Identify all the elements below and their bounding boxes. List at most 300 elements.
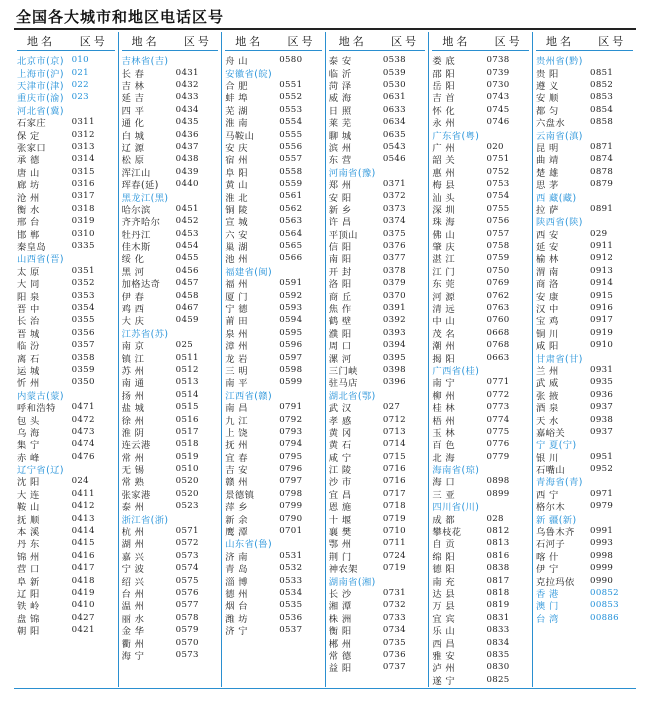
place-name: 宁 夏(宁) (535, 440, 577, 452)
area-code: 024 (71, 476, 89, 487)
table-row (225, 203, 322, 215)
area-code: 0663 (486, 352, 510, 363)
table-row (122, 488, 219, 500)
table-row (432, 252, 529, 264)
table-row (122, 624, 219, 636)
table-row (329, 488, 426, 500)
area-code: 0436 (175, 129, 199, 140)
area-code: 0831 (486, 612, 510, 623)
table-row (329, 624, 426, 636)
area-code: 0716 (382, 464, 406, 475)
place-name: 漳 州 (225, 341, 248, 353)
province-heading (536, 128, 633, 140)
table-row (122, 438, 219, 450)
place-name: 盐 城 (121, 403, 145, 415)
place-name: 浙江省(浙) (121, 514, 169, 526)
table-row (122, 550, 219, 562)
place-name: 绥 化 (121, 254, 145, 266)
place-name: 聊 城 (328, 130, 352, 142)
place-name: 佳木斯 (121, 242, 151, 254)
area-code: 0472 (71, 414, 95, 425)
place-name: 珠 海 (432, 217, 456, 229)
place-name: 阜 阳 (225, 167, 248, 179)
table-row (536, 426, 633, 438)
place-name: 徐 州 (121, 415, 145, 427)
place-name: 泰 州 (121, 502, 145, 514)
area-code: 0432 (175, 79, 199, 90)
area-code: 0454 (175, 241, 199, 252)
table-row (17, 562, 115, 574)
place-name: 忻 州 (17, 378, 40, 390)
table-column (428, 32, 532, 687)
place-name: 都 匀 (535, 105, 559, 117)
area-code: 0537 (279, 625, 303, 636)
table-row (17, 166, 115, 178)
column-header (225, 32, 322, 51)
place-name: 湖北省(鄂) (328, 390, 376, 402)
place-name: 福 州 (225, 279, 248, 291)
column-header (432, 32, 529, 51)
province-heading (432, 463, 529, 475)
area-code: 0434 (175, 104, 199, 115)
place-name: 鸡 西 (121, 304, 145, 316)
column-header (329, 32, 426, 51)
table-row (432, 314, 529, 326)
area-code: 0414 (71, 526, 95, 537)
table-row (225, 574, 322, 586)
area-code: 0979 (590, 501, 614, 512)
area-code: 0566 (279, 253, 303, 264)
place-name: 池 州 (225, 254, 248, 266)
table-row (536, 500, 633, 512)
place-name: 佛 山 (432, 229, 456, 241)
place-name: 克拉玛依 (535, 576, 575, 588)
area-code: 0373 (382, 203, 406, 214)
table-row (17, 215, 115, 227)
area-code: 0554 (279, 117, 303, 128)
area-code: 0998 (590, 550, 614, 561)
table-row (432, 426, 529, 438)
table-row (432, 178, 529, 190)
area-code: 0774 (486, 414, 510, 425)
place-name: 自 贡 (432, 539, 456, 551)
place-name: 衢 州 (121, 638, 145, 650)
table-row (329, 376, 426, 388)
place-name: 珲春(延) (121, 180, 159, 192)
place-name: 遂 宁 (432, 675, 456, 687)
table-row (225, 512, 322, 524)
place-name: 河北省(冀) (17, 105, 64, 117)
place-name: 吉林省(吉) (121, 56, 169, 68)
area-code: 0762 (486, 290, 510, 301)
table-row (432, 215, 529, 227)
area-code: 0878 (590, 166, 614, 177)
place-name: 山西省(晋) (17, 254, 64, 266)
place-name: 西 藏(藏) (535, 192, 577, 204)
header-name-label: 地名 (338, 35, 367, 48)
place-name: 山东省(鲁) (225, 539, 273, 551)
place-name: 昆 明 (535, 142, 559, 154)
area-code: 0768 (486, 340, 510, 351)
table-row (225, 364, 322, 376)
table-row (432, 413, 529, 425)
table-row (17, 401, 115, 413)
area-code: 0355 (71, 315, 95, 326)
area-code: 0919 (590, 327, 614, 338)
area-code: 0372 (382, 191, 406, 202)
province-heading (225, 66, 322, 78)
place-name: 济 宁 (225, 626, 248, 638)
area-code: 0356 (71, 327, 95, 338)
place-name: 淄 博 (225, 576, 248, 588)
area-code: 0574 (175, 563, 199, 574)
table-row (122, 587, 219, 599)
area-code: 0718 (382, 501, 406, 512)
place-name: 梅 县 (432, 180, 456, 192)
area-code: 0739 (486, 67, 510, 78)
area-code: 0752 (486, 166, 510, 177)
table-row (122, 91, 219, 103)
place-name: 汉 中 (535, 304, 559, 316)
table-row (122, 302, 219, 314)
place-name: 辽 源 (121, 142, 145, 154)
table-row (329, 599, 426, 611)
table-row (536, 141, 633, 153)
area-code: 0534 (279, 587, 303, 598)
table-row (122, 364, 219, 376)
table-row (17, 475, 115, 487)
table-row (122, 475, 219, 487)
area-code: 0564 (279, 228, 303, 239)
place-name: 澳 门 (535, 601, 559, 613)
place-name: 温 州 (121, 601, 145, 613)
place-name: 本 溪 (17, 527, 40, 539)
table-row (329, 66, 426, 78)
area-code: 0819 (486, 600, 510, 611)
area-code: 0776 (486, 439, 510, 450)
place-name: 安 阳 (328, 192, 352, 204)
place-name: 潮 州 (432, 341, 456, 353)
table-row (432, 327, 529, 339)
table-row (122, 289, 219, 301)
place-name: 周 口 (328, 341, 352, 353)
area-code: 0891 (590, 203, 614, 214)
area-code: 0440 (175, 179, 199, 190)
table-row (432, 339, 529, 351)
area-code: 0791 (279, 402, 303, 413)
table-row (225, 327, 322, 339)
table-row (536, 401, 633, 413)
table-row (122, 562, 219, 574)
table-row (329, 525, 426, 537)
table-row (329, 128, 426, 140)
area-code: 0476 (71, 451, 95, 462)
table-row (17, 537, 115, 549)
place-name: 云南省(滇) (535, 130, 583, 142)
table-row (432, 574, 529, 586)
header-code-label: 区号 (494, 35, 523, 48)
area-code: 0437 (175, 141, 199, 152)
area-code: 0592 (279, 290, 303, 301)
table-row (17, 79, 115, 91)
table-row (17, 277, 115, 289)
table-row (122, 413, 219, 425)
place-name: 锦 州 (17, 551, 40, 563)
place-name: 桂 林 (432, 403, 456, 415)
place-name: 潍 坊 (225, 613, 248, 625)
place-name: 鞍 山 (17, 502, 40, 514)
area-code: 0701 (279, 526, 303, 537)
area-code: 0818 (486, 587, 510, 598)
table-row (432, 587, 529, 599)
area-code: 0539 (382, 67, 406, 78)
area-code: 0313 (71, 141, 95, 152)
place-name: 延 吉 (121, 93, 145, 105)
table-row (17, 500, 115, 512)
area-code: 0779 (486, 451, 510, 462)
area-code: 0852 (590, 79, 614, 90)
table-row (225, 190, 322, 202)
place-name: 西 宁 (535, 489, 559, 501)
area-code: 0717 (382, 488, 406, 499)
place-name: 商 丘 (328, 291, 352, 303)
place-name: 太 原 (17, 266, 40, 278)
province-heading (536, 215, 633, 227)
table-row (225, 525, 322, 537)
table-row (432, 550, 529, 562)
place-name: 攀枝花 (432, 527, 462, 539)
table-row (536, 265, 633, 277)
area-code: 00853 (590, 600, 619, 611)
place-name: 铜 陵 (225, 204, 248, 216)
place-name: 娄 底 (432, 56, 456, 68)
table-row (329, 537, 426, 549)
place-name: 阜 新 (17, 576, 40, 588)
table-row (536, 104, 633, 116)
place-name: 安徽省(皖) (225, 68, 273, 80)
place-name: 延 安 (535, 242, 559, 254)
place-name: 抚 州 (225, 440, 248, 452)
place-name: 安 顺 (535, 93, 559, 105)
table-row (432, 141, 529, 153)
table-column (532, 32, 636, 687)
area-code: 0990 (590, 575, 614, 586)
place-name: 江苏省(苏) (121, 328, 169, 340)
place-name: 贵 阳 (535, 68, 559, 80)
area-code: 0379 (382, 278, 406, 289)
table-row (17, 574, 115, 586)
table-row (536, 339, 633, 351)
table-row (225, 376, 322, 388)
table-row (17, 302, 115, 314)
header-code-label: 区号 (598, 35, 627, 48)
header-name-label: 地名 (131, 35, 160, 48)
table-row (225, 104, 322, 116)
area-code: 0416 (71, 550, 95, 561)
table-column (14, 32, 118, 687)
area-code: 0350 (71, 377, 95, 388)
place-name: 阳 泉 (17, 291, 40, 303)
place-name: 南 京 (121, 341, 145, 353)
place-name: 包 头 (17, 415, 40, 427)
area-code: 0377 (382, 253, 406, 264)
place-name: 宁 德 (225, 304, 248, 316)
area-code: 0936 (590, 389, 614, 400)
area-code: 0838 (486, 563, 510, 574)
place-name: 哈尔滨 (121, 204, 151, 216)
place-name: 吉 林 (121, 80, 145, 92)
place-name: 揭 阳 (432, 353, 456, 365)
table-row (432, 612, 529, 624)
table-row (536, 587, 633, 599)
place-name: 张 掖 (535, 390, 559, 402)
table-row (122, 128, 219, 140)
place-name: 河 源 (432, 291, 456, 303)
table-row (225, 612, 322, 624)
table-row (122, 599, 219, 611)
place-name: 大 庆 (121, 316, 145, 328)
header-code-label: 区号 (287, 35, 316, 48)
area-code: 0357 (71, 340, 95, 351)
province-heading (225, 537, 322, 549)
area-code: 0899 (486, 488, 510, 499)
area-code: 0572 (175, 538, 199, 549)
table-row (536, 413, 633, 425)
place-name: 清 远 (432, 304, 456, 316)
province-heading (17, 463, 115, 475)
place-name: 日 照 (328, 105, 352, 117)
table-row (329, 116, 426, 128)
area-code: 0562 (279, 203, 303, 214)
place-name: 北京市(京) (17, 56, 64, 68)
area-code: 0719 (382, 563, 406, 574)
place-name: 海 宁 (121, 650, 145, 662)
area-code: 0797 (279, 476, 303, 487)
area-code: 0835 (486, 649, 510, 660)
column-header (536, 32, 633, 51)
area-code: 0711 (382, 538, 406, 549)
place-name: 酒 泉 (535, 403, 559, 415)
area-code: 0790 (279, 513, 303, 524)
place-name: 沈 阳 (17, 477, 40, 489)
table-row (432, 79, 529, 91)
area-code: 0745 (486, 104, 510, 115)
place-name: 浑江山 (121, 167, 151, 179)
area-code: 0427 (71, 612, 95, 623)
area-code: 0874 (590, 154, 614, 165)
table-row (225, 302, 322, 314)
table-row (432, 104, 529, 116)
table-row (225, 624, 322, 636)
table-row (432, 240, 529, 252)
place-name: 南 通 (121, 378, 145, 390)
table-row (432, 166, 529, 178)
place-name: 石嘴山 (535, 465, 566, 477)
table-row (225, 79, 322, 91)
table-row (329, 562, 426, 574)
table-row (432, 351, 529, 363)
place-name: 离 石 (17, 353, 40, 365)
place-name: 渭 南 (535, 266, 559, 278)
table-row (536, 488, 633, 500)
area-code: 0858 (590, 117, 614, 128)
area-code: 0392 (382, 315, 406, 326)
column-header (122, 32, 219, 51)
table-row (17, 376, 115, 388)
table-row (225, 488, 322, 500)
place-name: 南 昌 (225, 403, 248, 415)
place-name: 万 县 (432, 601, 456, 613)
area-code: 025 (175, 340, 193, 351)
area-code: 0743 (486, 92, 510, 103)
place-name: 喀 什 (535, 551, 559, 563)
place-name: 安 庆 (225, 142, 248, 154)
place-name: 永 州 (432, 118, 456, 130)
table-row (432, 376, 529, 388)
area-code: 0597 (279, 352, 303, 363)
place-name: 临 汾 (17, 341, 40, 353)
province-heading (329, 389, 426, 401)
table-row (536, 562, 633, 574)
place-name: 黑龙江(黑) (121, 192, 169, 204)
area-code: 0517 (175, 426, 199, 437)
area-code: 0916 (590, 303, 614, 313)
table-row (17, 426, 115, 438)
table-row (225, 413, 322, 425)
province-heading (536, 190, 633, 202)
table-row (122, 401, 219, 413)
place-name: 宁 波 (121, 564, 145, 576)
place-name: 新 疆(新) (535, 514, 577, 526)
table-row (225, 91, 322, 103)
area-code: 0396 (382, 377, 406, 388)
area-code: 0375 (382, 228, 406, 239)
header-name-label: 地名 (442, 35, 471, 48)
place-name: 宣 城 (225, 217, 248, 229)
table-row (225, 128, 322, 140)
table-row (536, 203, 633, 215)
place-name: 集 宁 (17, 440, 40, 452)
table-row (17, 587, 115, 599)
place-name: 恩 施 (328, 502, 352, 514)
place-name: 淮 南 (225, 118, 248, 130)
place-name: 新 乡 (328, 204, 352, 216)
table-row (17, 54, 115, 66)
table-row (225, 54, 322, 66)
place-name: 开 封 (328, 266, 352, 278)
area-code: 0378 (382, 265, 406, 276)
table-row (329, 240, 426, 252)
area-code: 0993 (590, 538, 614, 549)
province-heading (122, 54, 219, 66)
area-code: 0753 (486, 179, 510, 190)
area-code: 0991 (590, 526, 614, 537)
place-name: 金 华 (121, 626, 145, 638)
area-code: 0812 (486, 526, 510, 537)
area-code: 0573 (175, 649, 199, 660)
place-name: 商 洛 (535, 279, 559, 291)
table-row (432, 265, 529, 277)
place-name: 安 康 (535, 291, 559, 303)
area-code: 0359 (71, 364, 95, 375)
area-code: 0553 (279, 104, 303, 115)
table-row (225, 438, 322, 450)
place-name: 盘 锦 (17, 613, 40, 625)
header-name-label: 地名 (27, 35, 55, 48)
place-name: 玉 林 (432, 427, 456, 439)
table-row (432, 66, 529, 78)
area-code: 0351 (71, 265, 95, 276)
